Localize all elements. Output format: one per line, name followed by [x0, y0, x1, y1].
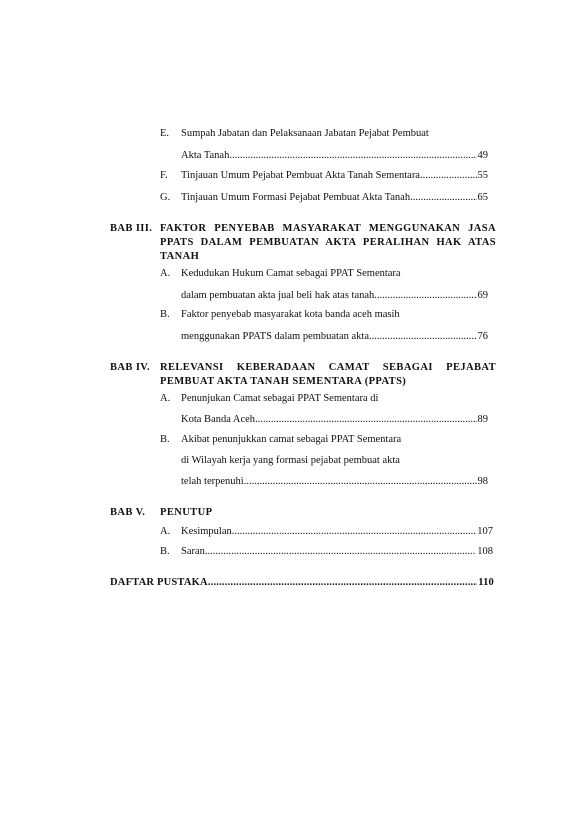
dot-leader [255, 413, 476, 427]
chapter-label-bab5: BAB V. [110, 507, 146, 518]
chapter-title-bab3-line1[interactable]: FAKTOR PENYEBAB MASYARAKAT MENGGUNAKAN JASA [160, 223, 496, 234]
dot-leader [208, 576, 477, 590]
page-number: 108 [477, 546, 493, 557]
toc-entry-e[interactable] [181, 149, 488, 163]
page-number: 107 [477, 526, 493, 537]
toc-entry-b3a-line2: dalam pembuatan akta jual beli hak atas tanah [181, 290, 375, 301]
dot-leader [232, 525, 477, 539]
page-number: 98 [477, 476, 488, 487]
chapter-title-bab3-line2[interactable]: PPATS DALAM PEMBUATAN AKTA PERALIHAN HAK ATAS [160, 237, 496, 248]
chapter-title-bab5[interactable]: PENUTUP [160, 507, 213, 518]
toc-entry-e-line1: Sumpah Jabatan dan Pelaksanaan Jabatan Pejabat Pembuat [181, 128, 429, 139]
toc-entry-b5b[interactable] [181, 545, 493, 559]
toc-entry-b5a[interactable] [181, 525, 493, 539]
toc-entry-b3b-line1: Faktor penyebab masyarakat kota banda aceh masih [181, 309, 400, 320]
toc-entry-daftar-pustaka[interactable] [110, 576, 494, 590]
page-number: 55 [477, 170, 488, 181]
toc-entry-daftar-text: DAFTAR PUSTAKA [110, 577, 208, 588]
toc-letter-f: F. [160, 170, 168, 181]
page-number: 65 [477, 192, 488, 203]
toc-entry-b5a-text: Kesimpulan [181, 526, 232, 537]
dot-leader [420, 169, 477, 183]
toc-letter-g: G. [160, 192, 171, 203]
chapter-label-bab4: BAB IV. [110, 362, 150, 373]
dot-leader [369, 330, 477, 344]
toc-letter-b3a: A. [160, 268, 171, 279]
dot-leader [374, 289, 476, 303]
page-number: 110 [478, 577, 494, 588]
toc-letter-b4a: A. [160, 393, 171, 404]
page-number: 89 [477, 414, 488, 425]
toc-entry-g[interactable] [181, 191, 488, 205]
toc-letter-b3b: B. [160, 309, 170, 320]
toc-entry-b4b-line1: Akibat penunjukkan camat sebagai PPAT Sementara [181, 434, 402, 445]
toc-letter-b5b: B. [160, 546, 170, 557]
chapter-title-bab4-line1[interactable]: RELEVANSI KEBERADAAN CAMAT SEBAGAI PEJABAT [160, 362, 496, 373]
toc-letter-b5a: A. [160, 526, 171, 537]
toc-entry-f-text: Tinjauan Umum Pejabat Pembuat Akta Tanah Sementara [181, 170, 420, 181]
page-number: 49 [477, 150, 488, 161]
toc-entry-b4b[interactable] [181, 475, 488, 489]
dot-leader [410, 191, 476, 205]
toc-entry-b3b-line2: menggunakan PPATS dalam pembuatan akta [181, 331, 369, 342]
toc-entry-b4b-line2: di Wilayah kerja yang formasi pejabat pembuat akta [181, 455, 400, 466]
page-number: 69 [477, 290, 488, 301]
toc-entry-b3b[interactable] [181, 330, 488, 344]
toc-letter-e: E. [160, 128, 170, 139]
toc-entry-b4a-line2: Kota Banda Aceh [181, 414, 256, 425]
toc-entry-b3a-line1: Kedudukan Hukum Camat sebagai PPAT Sementara [181, 268, 401, 279]
chapter-label-bab3: BAB III. [110, 223, 153, 234]
dot-leader [205, 545, 476, 559]
toc-letter-b4b: B. [160, 434, 170, 445]
dot-leader [244, 475, 477, 489]
toc-entry-f[interactable] [181, 169, 488, 183]
chapter-title-bab4-line2[interactable]: PEMBUAT AKTA TANAH SEMENTARA (PPATS) [160, 376, 407, 387]
toc-entry-g-text: Tinjauan Umum Formasi Pejabat Pembuat Akta Tanah [181, 192, 411, 203]
toc-entry-b4a-line1: Penunjukan Camat sebagai PPAT Sementara di [181, 393, 379, 404]
toc-entry-b5b-text: Saran [181, 546, 205, 557]
chapter-title-bab3-line3[interactable]: TANAH [160, 251, 200, 262]
toc-entry-b4a[interactable] [181, 413, 488, 427]
toc-entry-b4b-line3: telah terpenuhi [181, 476, 244, 487]
dot-leader [229, 149, 476, 163]
toc-entry-b3a[interactable] [181, 289, 488, 303]
page-number: 76 [477, 331, 488, 342]
toc-entry-e-line2: Akta Tanah [181, 150, 230, 161]
